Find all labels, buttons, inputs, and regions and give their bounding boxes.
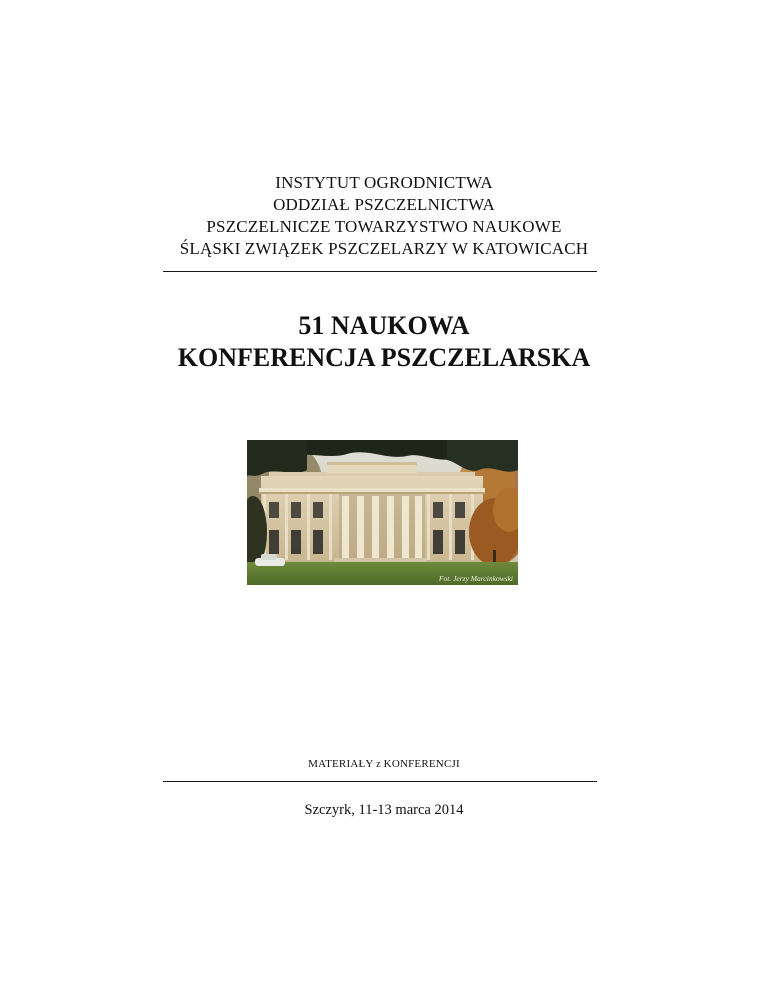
organization-line: ŚLĄSKI ZWIĄZEK PSZCZELARZY W KATOWICACH: [179, 239, 589, 258]
organization-line: PSZCZELNICZE TOWARZYSTWO NAUKOWE: [206, 217, 562, 236]
materials-end-text: KONFERENCJI: [383, 758, 460, 770]
organizations-block: [0, 172, 768, 260]
photo-credit: Fot. Jerzy Marcinkowski: [438, 574, 513, 583]
organization-line: ODDZIAŁ PSZCZELNICTWA: [273, 195, 495, 214]
conference-title: [0, 310, 768, 374]
top-divider: [163, 271, 597, 272]
palace-illustration: [247, 440, 518, 585]
organization-line: INSTYTUT OGRODNICTWA: [275, 173, 493, 192]
materials-connector: z: [376, 759, 381, 770]
palace-photo: [247, 440, 518, 585]
materials-label: [0, 758, 768, 770]
title-line-2: KONFERENCJA PSZCZELARSKA: [177, 343, 591, 372]
date-place: Szczyrk, 11-13 marca 2014: [304, 802, 464, 818]
title-line-1: 51 NAUKOWA: [298, 311, 470, 340]
bottom-divider: [163, 781, 597, 782]
materials-main-text: MATERIAŁY: [308, 758, 374, 770]
